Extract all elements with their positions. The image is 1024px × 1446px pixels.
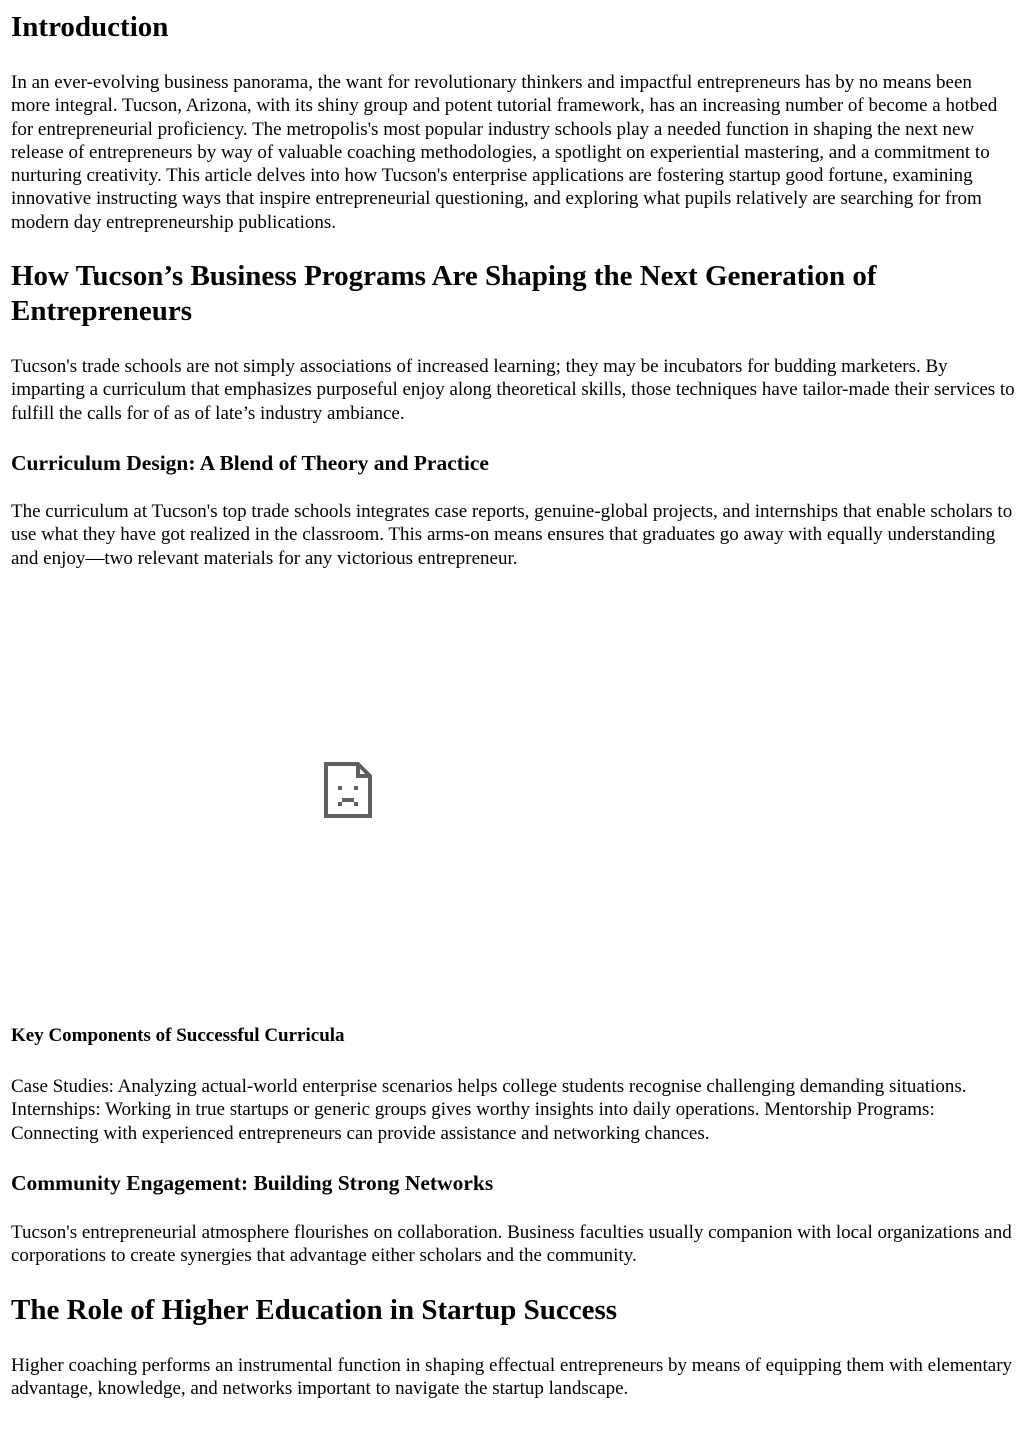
broken-image-icon bbox=[324, 762, 372, 818]
intro-paragraph: In an ever-evolving business panorama, the want for revolutionary thinkers and impactful entrepreneurs has by no means been more integral. Tucson, Arizona, with its shiny group and potent tutorial framework, has an increasing number of become a hotbed for entrepreneurial proficiency. The metropolis's most popular industry schools play a needed function in shaping the next new release of entrepreneurs by way of valuable coaching methodologies, a spotlight on experiential mastering, and a commitment to nurturing creativity. This article delves into how Tucson's enterprise applications are fostering startup good fortune, examining innovative instructing ways that inspire entrepreneurial questioning, and exploring what pupils relatively are searching for from modern day entrepreneurship publications. bbox=[11, 72, 998, 233]
community-paragraph: Tucson's entrepreneurial atmosphere flourishes on collaboration. Business faculties usually companion with local organizations and corporations to create synergies that advantage either scholars and the community. bbox=[11, 1222, 1012, 1267]
curriculum-paragraph: The curriculum at Tucson's top trade schools integrates case reports, genuine-global projects, and internships that enable scholars to use what they have got realized in the classroom. This arms-on means ensures that graduates go away with equally understanding and enjoy—two relevant materials for any victorious entrepreneur. bbox=[11, 501, 1013, 569]
community-heading: Community Engagement: Building Strong Networks bbox=[11, 1171, 494, 1195]
role-paragraph: Higher coaching performs an instrumental function in shaping effectual entrepreneurs by means of equipping them with elementary advantage, knowledge, and networks important to navigate the startup landscape. bbox=[11, 1355, 1013, 1400]
key-components-heading: Key Components of Successful Curricula bbox=[11, 1025, 345, 1046]
programs-paragraph: Tucson's trade schools are not simply associations of increased learning; they may be incubators for budding marketers. By imparting a curriculum that emphasizes purposeful enjoy along theoretical skills, those techniques have tailor-made their services to fulfill the calls for of as of late’s industry ambiance. bbox=[11, 356, 1015, 424]
programs-heading: How Tucson’s Business Programs Are Shaping the Next Generation of Entrepreneurs bbox=[11, 260, 877, 327]
role-heading: The Role of Higher Education in Startup Success bbox=[11, 1294, 618, 1326]
intro-heading: Introduction bbox=[11, 11, 169, 43]
key-components-paragraph: Case Studies: Analyzing actual-world enterprise scenarios helps college students recognise challenging demanding situations. Internships: Working in true startups or generic groups gives worthy insights into daily operations. Mentorship Programs: Connecting with experienced entrepreneurs can provide assistance and networking chances. bbox=[11, 1076, 967, 1144]
curriculum-heading: Curriculum Design: A Blend of Theory and Practice bbox=[11, 451, 489, 475]
